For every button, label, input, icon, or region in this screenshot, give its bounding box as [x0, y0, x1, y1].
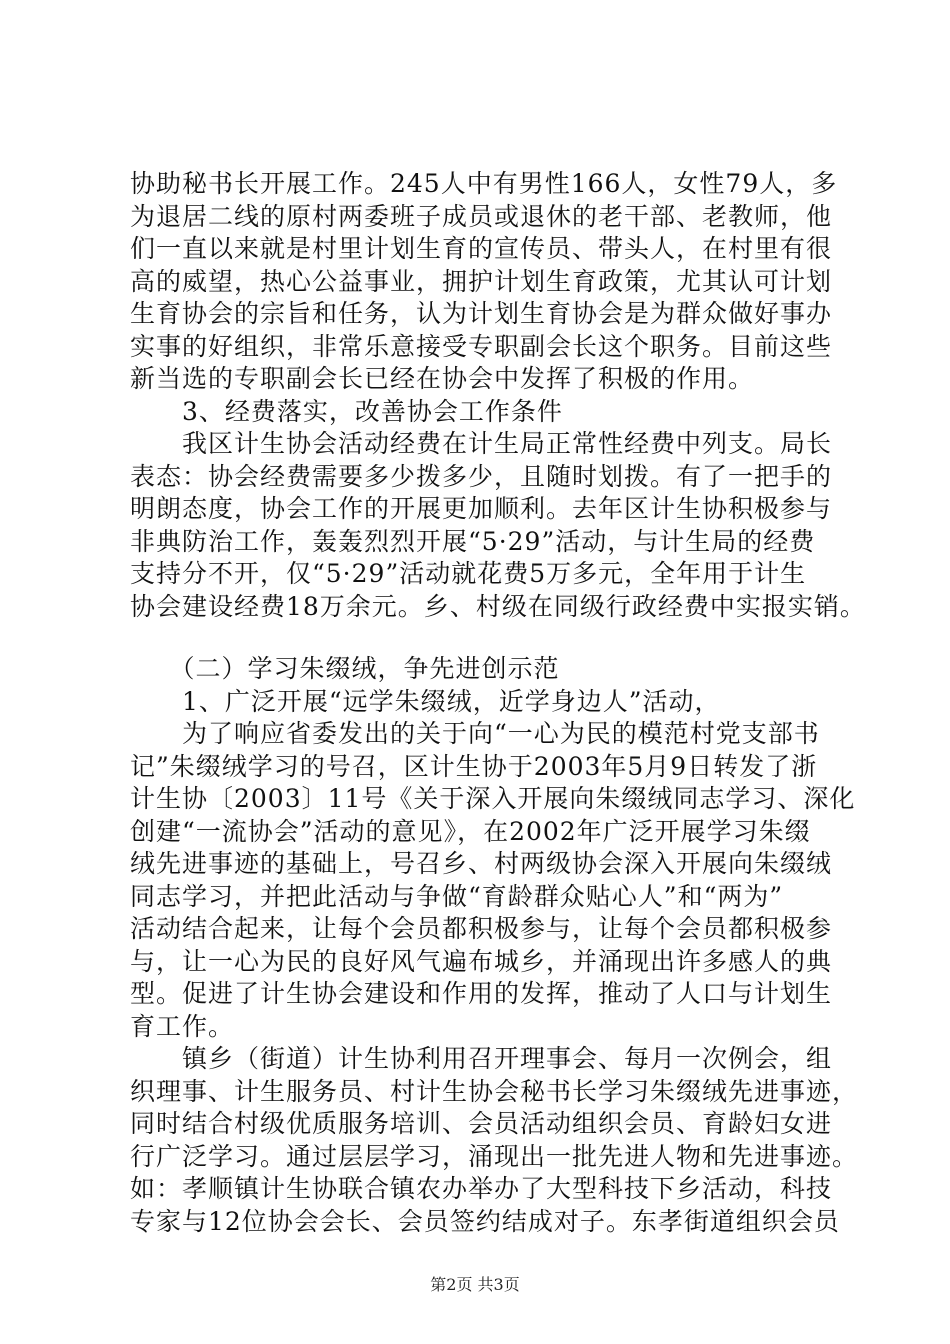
text-line: 如：孝顺镇计生协联合镇农办举办了大型科技下乡活动，科技: [130, 1174, 833, 1203]
text-line: 同时结合村级优质服务培训、会员活动组织会员、育龄妇女进: [130, 1109, 833, 1138]
text-line: 明朗态度，协会工作的开展更加顺利。去年区计生协积极参与: [130, 494, 833, 523]
paragraph-block-2: [130, 653, 859, 1238]
text-line: 记”朱缀绒学习的号召，区计生协于2003年5月9日转发了浙: [130, 751, 818, 781]
text-line: 高的威望，热心公益事业，拥护计划生育政策，尤其认可计划: [130, 266, 833, 296]
text-line: 1、广泛开展“远学朱缀绒，近学身边人”活动，: [130, 686, 721, 716]
text-line: 们一直以来就是村里计划生育的宣传员、带头人，在村里有很: [130, 234, 833, 263]
text-line: 绒先进事迹的基础上，号召乡、村两级协会深入开展向朱缀绒: [130, 849, 833, 878]
paragraph-block-1: [130, 168, 866, 623]
text-line: 行广泛学习。通过层层学习，涌现出一批先进人物和先进事迹。: [130, 1141, 859, 1171]
text-line: 协助秘书长开展工作。245人中有男性166人，女性79人，多: [130, 169, 838, 198]
text-line: 镇乡（街道）计生协利用召开理事会、每月一次例会，组: [130, 1044, 833, 1073]
text-line: 为了响应省委发出的关于向“一心为民的模范村党支部书: [130, 719, 820, 748]
text-line: 支持分不开，仅“5·29”活动就花费5万多元，全年用于计生: [130, 559, 807, 588]
text-line: （二）学习朱缀绒，争先进创示范: [130, 654, 560, 683]
text-line: 生育协会的宗旨和任务，认为计划生育协会是为群众做好事办: [130, 299, 833, 328]
text-line: 计生协〔2003〕11号《关于深入开展向朱缀绒同志学习、深化: [130, 784, 856, 813]
text-line: 与，让一心为民的良好风气遍布城乡，并涌现出许多感人的典: [130, 946, 833, 976]
text-line: 新当选的专职副会长已经在协会中发挥了积极的作用。: [130, 364, 755, 393]
text-line: 为退居二线的原村两委班子成员或退休的老干部、老教师，他: [130, 201, 833, 231]
text-line: 实事的好组织，非常乐意接受专职副会长这个职务。目前这些: [130, 331, 833, 361]
text-line: 活动结合起来，让每个会员都积极参与，让每个会员都积极参: [130, 914, 833, 943]
text-line: 表态：协会经费需要多少拨多少，且随时划拨。有了一把手的: [130, 461, 833, 491]
text-line: 非典防治工作，轰轰烈烈开展“5·29”活动，与计生局的经费: [130, 526, 816, 556]
page-footer: 第2页 共3页: [430, 1275, 520, 1294]
text-line: 型。促进了计生协会建设和作用的发挥，推动了人口与计划生: [130, 979, 833, 1008]
text-line: 专家与12位协会会长、会员签约结成对子。东孝街道组织会员: [130, 1206, 840, 1236]
text-line: 同志学习，并把此活动与争做“育龄群众贴心人”和“两为”: [130, 881, 784, 911]
text-line: 创建“一流协会”活动的意见》，在2002年广泛开展学习朱缀: [130, 816, 811, 846]
document-body: [130, 168, 866, 1238]
text-line: 我区计生协会活动经费在计生局正常性经费中列支。局长: [130, 429, 833, 458]
text-line: 育工作。: [130, 1011, 235, 1041]
text-line: 协会建设经费18万余元。乡、村级在同级行政经费中实报实销。: [130, 591, 866, 621]
text-line: 3、经费落实，改善协会工作条件: [130, 396, 563, 426]
text-line: 织理事、计生服务员、村计生协会秘书长学习朱缀绒先进事迹，: [130, 1076, 859, 1106]
blank-line: [130, 623, 850, 653]
